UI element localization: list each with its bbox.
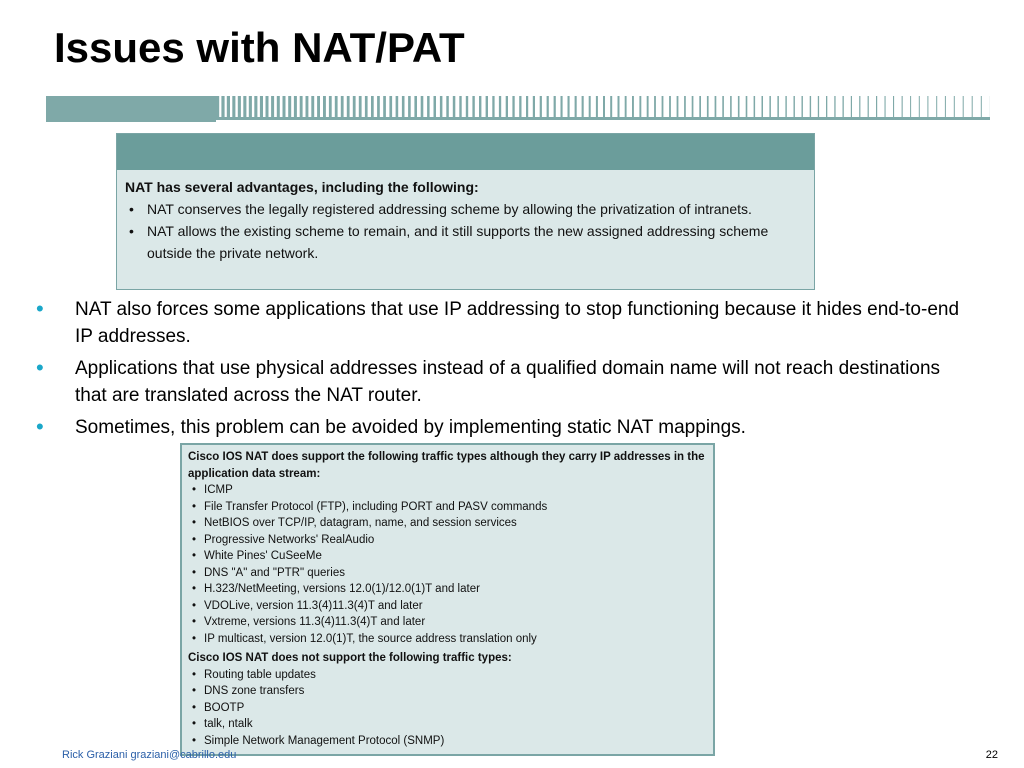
rule-stripe	[738, 96, 740, 117]
rule-stripe	[810, 96, 811, 117]
rule-stripe	[533, 96, 535, 117]
rule-stripe	[329, 96, 332, 117]
rule-stripe	[919, 96, 920, 117]
rule-stripe	[963, 96, 964, 117]
rule-stripe	[341, 96, 344, 117]
rule-stripe	[754, 96, 756, 117]
rule-stripe	[254, 96, 257, 117]
supported-item: • Progressive Networks' RealAudio	[188, 532, 707, 549]
page-number: 22	[985, 749, 998, 761]
rule-stripe	[526, 96, 528, 117]
rule-stripe	[414, 96, 417, 117]
rule-stripe	[561, 96, 563, 117]
rule-stripe	[902, 96, 903, 117]
rule-stripe	[383, 96, 386, 117]
rule-stripe	[654, 96, 656, 117]
rule-stripe	[232, 96, 235, 117]
rule-stripe	[371, 96, 374, 117]
advantage-item: • NAT conserves the legally registered addressing scheme by allowing the privatization of intranets.	[125, 198, 806, 220]
rule-stripe	[826, 96, 827, 117]
bullet-dot-icon: •	[36, 296, 44, 321]
rule-stripe	[277, 96, 280, 117]
rule-stripe	[662, 96, 664, 117]
rule-stripe	[479, 96, 481, 117]
supported-item: • ICMP	[188, 482, 707, 499]
rule-stripe	[843, 96, 844, 117]
rule-stripe	[885, 96, 886, 117]
rule-stripe	[936, 96, 937, 117]
rule-stripe	[311, 96, 314, 117]
rule-stripe	[353, 96, 356, 117]
rule-stripe	[910, 96, 911, 117]
slide-title: Issues with NAT/PAT	[54, 24, 465, 71]
bullet-dot-icon: •	[36, 414, 44, 439]
rule-stripe	[596, 96, 598, 117]
rule-stripe	[506, 96, 508, 117]
rule-stripe	[499, 96, 501, 117]
rule-stripe	[777, 96, 779, 117]
rule-stripe	[300, 96, 303, 117]
rule-stripe	[625, 96, 627, 117]
rule-stripe	[396, 96, 399, 117]
rule-stripe	[568, 96, 570, 117]
supported-item: • File Transfer Protocol (FTP), including PORT and PASV commands	[188, 499, 707, 516]
rule-stripe	[876, 96, 877, 117]
rule-stripe	[868, 96, 869, 117]
rule-stripe	[647, 96, 649, 117]
rule-stripe	[834, 96, 835, 117]
nat-advantages-box	[116, 133, 815, 290]
rule-stripe	[785, 96, 786, 117]
bullet-item: • Sometimes, this problem can be avoided by implementing static NAT mappings.	[36, 414, 746, 439]
rule-stripe	[972, 96, 973, 117]
rule-stripe	[359, 96, 362, 117]
supported-item: • White Pines' CuSeeMe	[188, 548, 707, 565]
rule-stripe	[434, 96, 437, 117]
rule-stripe	[221, 96, 224, 117]
rule-stripe	[762, 96, 764, 117]
rule-stripe	[347, 96, 350, 117]
rule-stripe	[954, 96, 955, 117]
rule-stripe	[730, 96, 732, 117]
rule-stripe	[684, 96, 686, 117]
rule-stripe	[639, 96, 641, 117]
rule-stripe	[227, 96, 230, 117]
rule-stripe	[440, 96, 443, 117]
rule-stripe	[306, 96, 309, 117]
rule-stripe	[893, 96, 894, 117]
rule-stripe	[294, 96, 297, 117]
rule-stripe	[540, 96, 542, 117]
rule-stripe	[486, 96, 488, 117]
supported-item: • VDOLive, version 11.3(4)11.3(4)T and later	[188, 598, 707, 615]
rule-stripe	[389, 96, 392, 117]
unsupported-item: • DNS zone transfers	[188, 683, 707, 700]
decorative-barcode-rule	[46, 96, 990, 122]
rule-stripe	[453, 96, 456, 117]
box-header-bar	[117, 134, 814, 170]
rule-stripe	[459, 96, 461, 117]
supported-item: • Vxtreme, versions 11.3(4)11.3(4)T and later	[188, 614, 707, 631]
rule-stripe	[519, 96, 521, 117]
advantages-heading: NAT has several advantages, including the following:	[125, 179, 479, 195]
rule-stripe	[618, 96, 620, 117]
rule-stripe	[323, 96, 326, 117]
unsupported-item: • BOOTP	[188, 700, 707, 717]
rule-stripe	[249, 96, 252, 117]
rule-stripe	[746, 96, 748, 117]
rule-stripe	[859, 96, 860, 117]
supported-item: • IP multicast, version 12.0(1)T, the source address translation only	[188, 631, 707, 648]
rule-stripe	[981, 96, 982, 117]
rule-stripe	[243, 96, 246, 117]
rule-stripe	[238, 96, 241, 117]
rule-stripe	[365, 96, 368, 117]
rule-stripe	[603, 96, 605, 117]
rule-stripe	[575, 96, 577, 117]
rule-stripe	[266, 96, 269, 117]
rule-stripe	[851, 96, 852, 117]
unsupported-item: • Simple Network Management Protocol (SNMP)	[188, 733, 707, 750]
unsupported-item: • Routing table updates	[188, 667, 707, 684]
cisco-nat-traffic-box	[180, 443, 715, 756]
rule-stripe	[715, 96, 717, 117]
rule-stripe	[927, 96, 928, 117]
rule-stripe	[512, 96, 514, 117]
rule-stripe	[547, 96, 549, 117]
rule-stripe	[466, 96, 468, 117]
rule-stripe	[802, 96, 803, 117]
rule-stripe	[271, 96, 274, 117]
rule-stripe	[317, 96, 320, 117]
rule-stripe	[582, 96, 584, 117]
rule-stripe	[288, 96, 291, 117]
rule-stripe	[699, 96, 701, 117]
rule-stripe	[769, 96, 771, 117]
footer-author: Rick Graziani graziani@cabrillo.edu	[62, 749, 237, 761]
rule-stripe	[632, 96, 634, 117]
rule-stripe	[427, 96, 430, 117]
rule-stripe	[554, 96, 556, 117]
rule-stripe	[818, 96, 819, 117]
rule-stripe	[283, 96, 286, 117]
rule-stripe	[377, 96, 380, 117]
rule-stripe	[677, 96, 679, 117]
rule-stripe	[692, 96, 694, 117]
bullet-dot-icon: •	[36, 355, 44, 380]
supported-item: • DNS "A" and "PTR" queries	[188, 565, 707, 582]
rule-stripe	[707, 96, 709, 117]
rule-stripe	[794, 96, 795, 117]
supported-item: • NetBIOS over TCP/IP, datagram, name, and session services	[188, 515, 707, 532]
unsupported-heading: Cisco IOS NAT does not support the following traffic types:	[188, 652, 512, 664]
unsupported-item: • talk, ntalk	[188, 716, 707, 733]
supported-item: • H.323/NetMeeting, versions 12.0(1)/12.0(1)T and later	[188, 581, 707, 598]
rule-stripe	[260, 96, 263, 117]
advantage-item: • NAT allows the existing scheme to remain, and it still supports the new assigned addressing scheme outside the private network.	[125, 220, 806, 264]
rule-stripe	[945, 96, 946, 117]
rule-stripe	[408, 96, 411, 117]
rule-stripe	[335, 96, 338, 117]
rule-stripe	[589, 96, 591, 117]
bullet-item: • NAT also forces some applications that use IP addressing to stop functioning because it hides end-to-end IP addresses.	[36, 296, 960, 347]
supported-heading: Cisco IOS NAT does support the following traffic types although they carry IP addresses in the application data stream:	[188, 451, 705, 480]
rule-stripe	[446, 96, 449, 117]
rule-stripe	[402, 96, 405, 117]
rule-stripe	[421, 96, 424, 117]
rule-stripe	[492, 96, 494, 117]
rule-stripe	[216, 96, 219, 117]
rule-stripe	[610, 96, 612, 117]
main-bullet-list	[36, 296, 976, 446]
rule-stripe	[722, 96, 724, 117]
bullet-item: • Applications that use physical addresses instead of a qualified domain name will not reach destinations that are translated across the NAT router.	[36, 355, 941, 406]
rule-stripe	[669, 96, 671, 117]
rule-stripe	[472, 96, 474, 117]
